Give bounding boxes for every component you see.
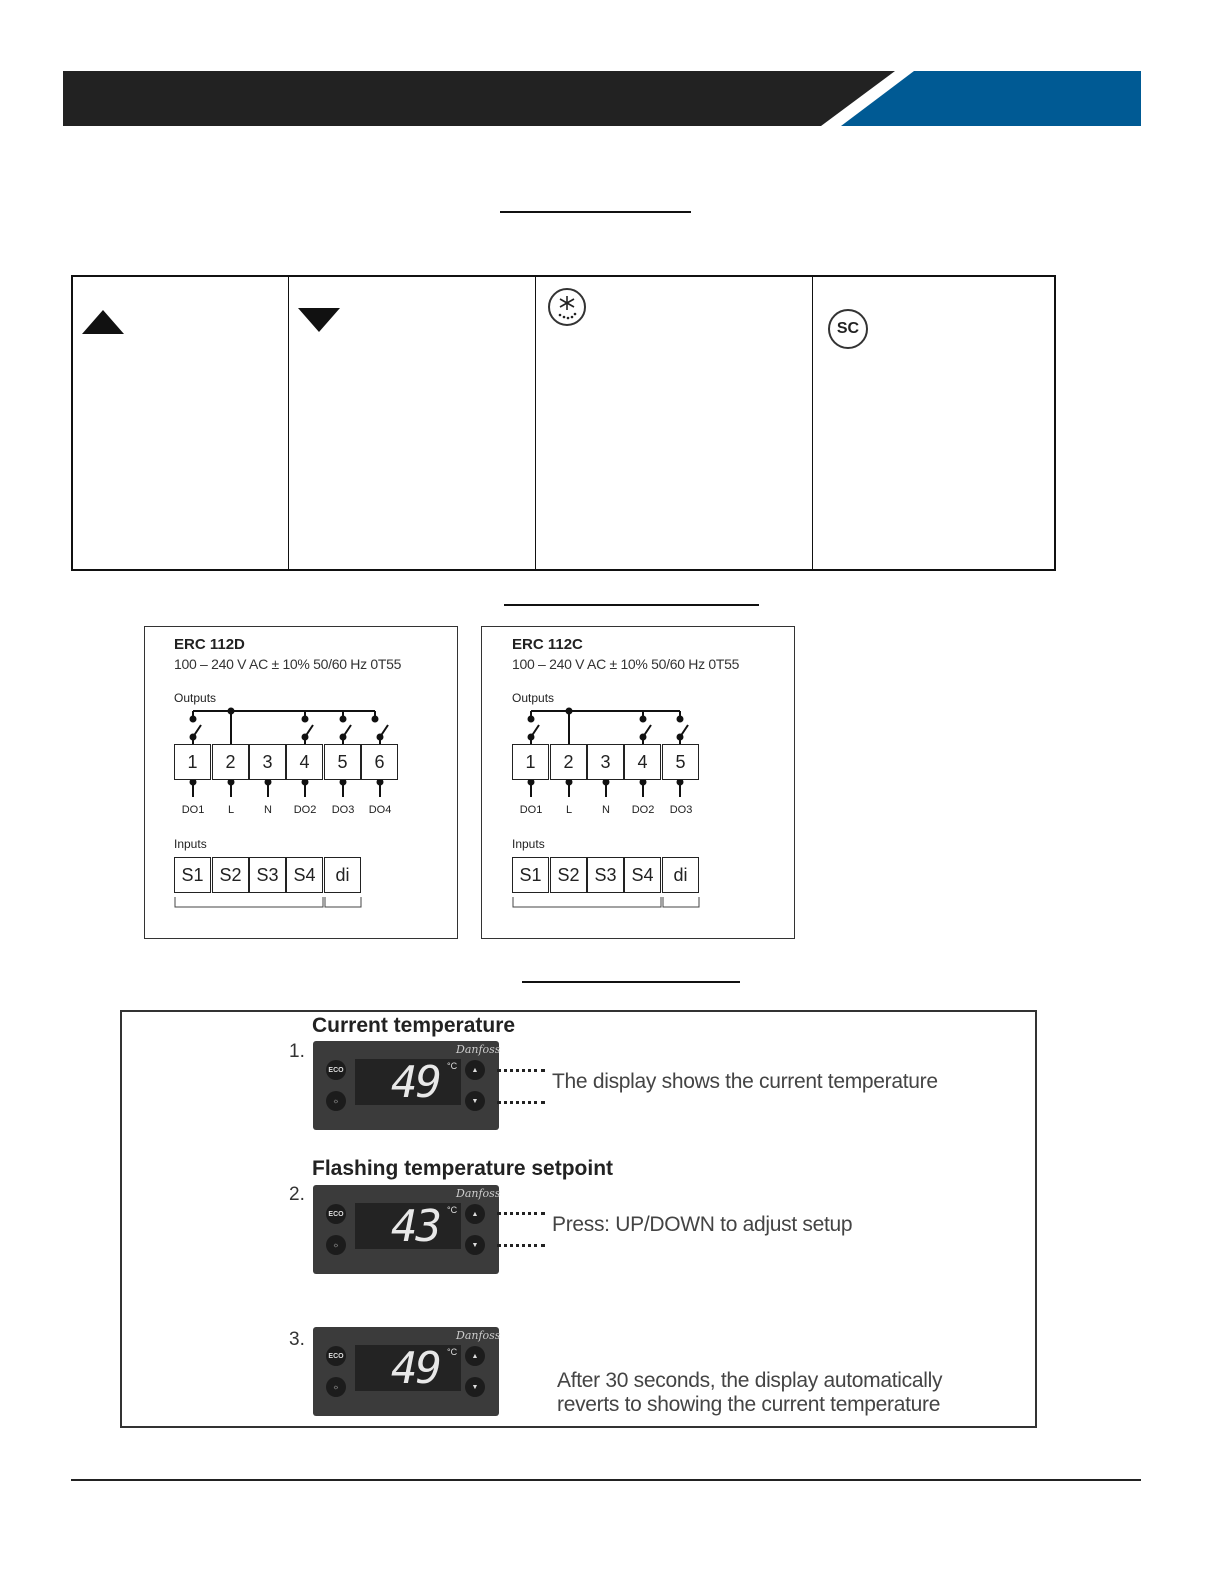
button-cell-sc	[813, 277, 1054, 569]
input-terminal: S4	[286, 857, 323, 893]
light-button[interactable]	[326, 1235, 346, 1255]
header-banner	[63, 71, 1141, 126]
outputs-label: Outputs	[174, 691, 217, 705]
up-button[interactable]	[465, 1346, 485, 1366]
terminal: 2	[212, 744, 249, 780]
terminal-label: L	[227, 804, 235, 816]
section-heading-underline	[504, 604, 759, 606]
step-title: Flashing temperature setpoint	[312, 1157, 614, 1180]
input-terminal: S1	[174, 857, 211, 893]
pointer-line	[497, 1244, 545, 1247]
terminal-label: DO4	[368, 804, 392, 816]
light-icon: ☼	[332, 1097, 340, 1105]
terminal: 4	[286, 744, 323, 780]
eco-label: ECO	[328, 1066, 344, 1074]
step-number: 2.	[289, 1184, 305, 1205]
up-arrow-icon: ▲	[471, 1066, 479, 1074]
temperature-value: 49	[391, 1343, 440, 1394]
controller-display	[313, 1185, 499, 1274]
terminal-label: N	[264, 804, 272, 816]
controller-display	[313, 1327, 499, 1416]
input-bracket	[512, 897, 702, 909]
step-note-line2: reverts to showing the current temperature	[557, 1393, 941, 1416]
setpoint-value: 43	[391, 1201, 440, 1252]
temperature-unit: °C	[447, 1061, 458, 1071]
wiring-model: ERC 112D	[174, 636, 245, 653]
display-steps-box	[120, 1010, 1037, 1428]
input-terminal: S4	[624, 857, 661, 893]
terminal-label: DO2	[293, 804, 317, 816]
light-button[interactable]	[326, 1091, 346, 1111]
up-triangle-icon	[82, 310, 124, 334]
input-terminal: S3	[249, 857, 286, 893]
wiring-diagram-erc112d	[144, 626, 458, 939]
input-terminal: di	[662, 857, 699, 893]
temperature-value: 49	[391, 1057, 440, 1108]
section-heading-underline	[522, 981, 740, 983]
light-icon: ☼	[332, 1241, 340, 1249]
step-note-line1: After 30 seconds, the display automatically	[557, 1369, 943, 1392]
down-arrow-icon: ▼	[471, 1383, 479, 1391]
terminal-label: DO2	[631, 804, 655, 816]
defrost-icon	[547, 287, 587, 327]
light-button[interactable]	[326, 1377, 346, 1397]
sc-icon	[828, 309, 868, 349]
down-button[interactable]	[465, 1377, 485, 1397]
input-terminal: di	[324, 857, 361, 893]
eco-button[interactable]	[326, 1060, 346, 1080]
up-button[interactable]	[465, 1060, 485, 1080]
temperature-unit: °C	[447, 1205, 458, 1215]
down-button[interactable]	[465, 1091, 485, 1111]
down-triangle-icon	[298, 308, 340, 332]
button-cell-down	[289, 277, 536, 569]
down-arrow-icon: ▼	[471, 1097, 479, 1105]
terminal: 1	[174, 744, 211, 780]
output-relay-lines	[482, 627, 796, 827]
pointer-line	[497, 1212, 545, 1215]
brand-logo: Danfoss	[456, 1329, 501, 1342]
terminal: 5	[662, 744, 699, 780]
light-icon: ☼	[332, 1383, 340, 1391]
input-bracket	[174, 897, 364, 909]
wiring-model: ERC 112C	[512, 636, 583, 653]
wiring-supply: 100 – 240 V AC ± 10% 50/60 Hz 0T55	[512, 656, 740, 672]
eco-button[interactable]	[326, 1204, 346, 1224]
inputs-label: Inputs	[512, 837, 545, 851]
wiring-supply: 100 – 240 V AC ± 10% 50/60 Hz 0T55	[174, 656, 402, 672]
terminal: 6	[361, 744, 398, 780]
section-heading-underline	[500, 211, 691, 213]
input-terminal: S1	[512, 857, 549, 893]
terminal-label: DO1	[181, 804, 205, 816]
pointer-line	[497, 1069, 545, 1072]
terminal: 5	[324, 744, 361, 780]
terminal-label: L	[565, 804, 573, 816]
terminal-label: DO3	[669, 804, 693, 816]
up-arrow-icon: ▲	[471, 1352, 479, 1360]
terminal: 4	[624, 744, 661, 780]
pointer-line	[497, 1101, 545, 1104]
eco-label: ECO	[328, 1352, 344, 1360]
output-relay-lines	[145, 627, 459, 827]
terminal-label: N	[602, 804, 610, 816]
inputs-label: Inputs	[174, 837, 207, 851]
terminal: 3	[587, 744, 624, 780]
footer-rule	[71, 1479, 1141, 1481]
up-arrow-icon: ▲	[471, 1210, 479, 1218]
sc-icon-text: SC	[836, 320, 860, 337]
wiring-diagram-erc112c	[481, 626, 795, 939]
down-arrow-icon: ▼	[471, 1241, 479, 1249]
up-button[interactable]	[465, 1204, 485, 1224]
controller-display	[313, 1041, 499, 1130]
eco-label: ECO	[328, 1210, 344, 1218]
button-cell-defrost	[536, 277, 813, 569]
step-number: 3.	[289, 1329, 305, 1350]
step-number: 1.	[289, 1041, 305, 1062]
input-terminal: S2	[212, 857, 249, 893]
step-note: The display shows the current temperature	[552, 1070, 938, 1093]
buttons-table	[71, 275, 1056, 571]
terminal: 3	[249, 744, 286, 780]
brand-logo: Danfoss	[456, 1043, 501, 1056]
temperature-unit: °C	[447, 1347, 458, 1357]
terminal-label: DO3	[331, 804, 355, 816]
terminal: 2	[550, 744, 587, 780]
input-terminal: S3	[587, 857, 624, 893]
outputs-label: Outputs	[512, 691, 555, 705]
brand-logo: Danfoss	[456, 1187, 501, 1200]
eco-button[interactable]	[326, 1346, 346, 1366]
button-cell-up	[73, 277, 289, 569]
down-button[interactable]	[465, 1235, 485, 1255]
step-title: Current temperature	[312, 1014, 516, 1037]
terminal: 1	[512, 744, 549, 780]
step-note: Press: UP/DOWN to adjust setup	[552, 1213, 853, 1236]
terminal-label: DO1	[519, 804, 543, 816]
input-terminal: S2	[550, 857, 587, 893]
